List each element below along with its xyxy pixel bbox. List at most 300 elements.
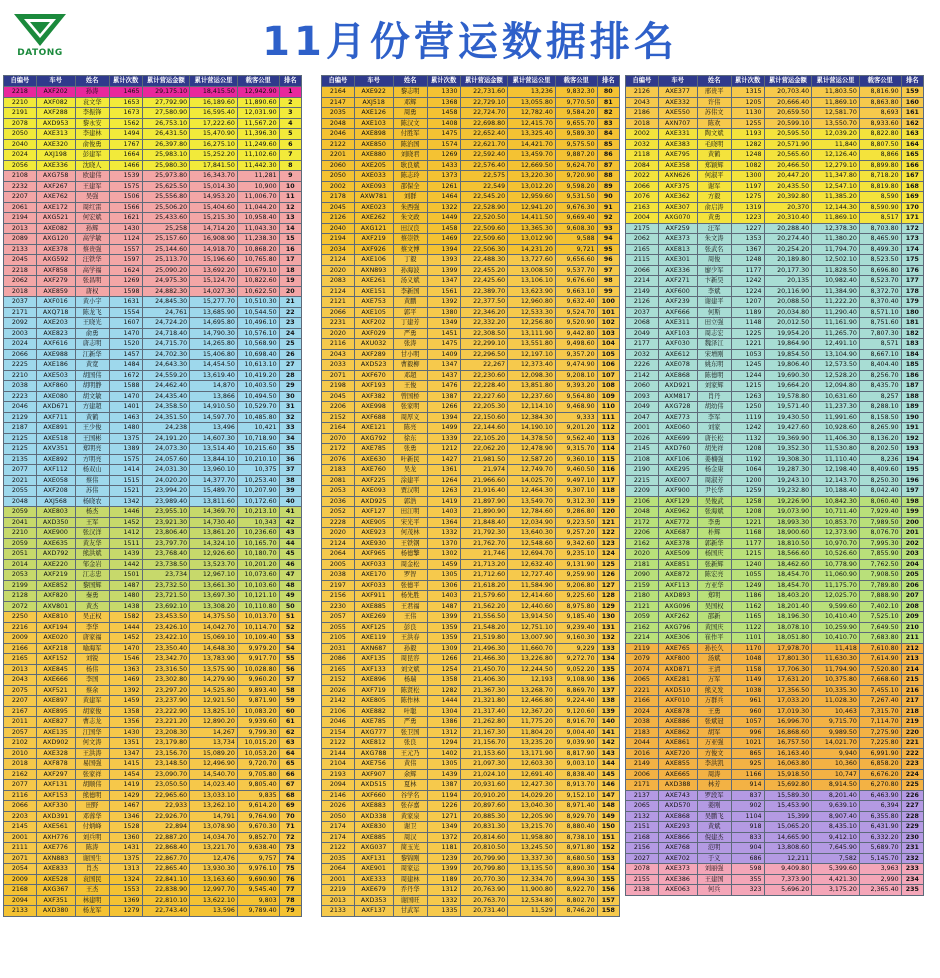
table-row [322,108,620,119]
table-cell: 13,007.90 [508,633,556,644]
table-cell: 2168 [626,832,659,843]
table-cell: 孙辉 [75,223,109,234]
table-cell: 10,544.50 [237,307,279,318]
table-cell: AXE561 [36,822,75,833]
table-cell: 135 [597,664,619,675]
table-cell: 8,929.70 [555,811,597,822]
table-cell: AXE702 [658,853,697,864]
table-cell: 9,721 [555,244,597,255]
table-cell: 13,549.70 [508,496,556,507]
table-cell: AXE813 [658,244,697,255]
table-cell: 21,466.30 [460,654,508,665]
table-cell: AXE805 [354,696,393,707]
table-cell: AXE509 [658,549,697,560]
table-cell: AXF800 [658,654,697,665]
table-cell: 2066 [4,801,37,812]
table-cell: 8,409.60 [859,465,901,476]
table-cell: 2226 [626,360,659,371]
table-cell: AXE377 [658,87,697,98]
table-row [626,717,924,728]
table-cell: 9,531.50 [555,192,597,203]
table-cell: 胡家俊 [75,706,109,717]
table-cell: 朱文涛 [697,234,731,245]
table-cell: 江志忠 [75,570,109,581]
table-cell: 2210 [4,370,37,381]
table-cell: 刘晓君 [393,150,427,161]
table-cell: 13,808.60 [764,843,812,854]
table-cell: 3,175.20 [812,885,860,896]
table-cell: 2045 [4,255,37,266]
table-cell: 64 [279,748,301,759]
table-cell: 7,762.50 [859,559,901,570]
table-cell: 2035 [322,853,355,864]
table-cell: 1082 [731,160,764,171]
table-cell: AXG070 [658,213,697,224]
table-cell: AXE823 [36,328,75,339]
table-cell: 13,111.90 [508,328,556,339]
table-cell: 161 [901,108,923,119]
table-row [322,160,620,171]
table-cell: 17,019.30 [764,706,812,717]
table-cell: 22,729.10 [460,97,508,108]
table-cell: 熊义发 [697,685,731,696]
table-cell: 1332 [427,528,460,539]
table-cell: 323 [731,885,764,896]
table-cell: 8,042.40 [859,486,901,497]
table-cell: 110 [597,402,619,413]
table-cell: 11,396.30 [237,129,279,140]
table-cell: 2089 [4,234,37,245]
table-cell: AXG592 [36,255,75,266]
table-cell: AXF878 [36,759,75,770]
table-row [322,507,620,518]
table-cell: 2149 [626,759,659,770]
table-cell: 23 [279,318,301,329]
table-cell: 133 [597,643,619,654]
table-cell: 姜刚 [697,801,731,812]
table-cell: 万军 [697,675,731,686]
table-cell: 2232 [4,181,37,192]
table-row [322,601,620,612]
table-cell: 22,296.50 [460,349,508,360]
table-cell: AXE023 [354,202,393,213]
table-cell: 1566 [109,202,142,213]
table-cell: 146 [597,780,619,791]
table-cell: 14,411.50 [508,213,556,224]
table-cell: AXE885 [354,832,393,843]
table-cell: 21,762.70 [460,538,508,549]
table-row [322,118,620,129]
table-cell: 199 [901,507,923,518]
table-cell: 蔡文博 [393,244,427,255]
table-cell: 1353 [731,234,764,245]
table-cell: 王清 [697,664,731,675]
table-cell: 14,454.50 [190,360,238,371]
table-cell: 132 [597,633,619,644]
table-cell: 蔡余 [75,685,109,696]
table-cell: 7,888.90 [859,591,901,602]
table-cell: AXF600 [658,286,697,297]
table-cell: AXD515 [354,780,393,791]
table-row [4,339,302,350]
table-cell: 1386 [427,717,460,728]
table-cell: 21,548.20 [460,622,508,633]
table-cell: AXE020 [36,633,75,644]
table-cell: AXE383 [658,139,697,150]
table-cell: 108 [597,381,619,392]
table-cell: 黄鹤 [75,412,109,423]
table-cell: 12,367.20 [508,706,556,717]
table-cell: 151 [597,832,619,843]
column-header: 累计营运金额 [460,76,508,87]
table-cell: 20,666.40 [764,97,812,108]
table-cell: 92 [597,213,619,224]
table-cell: 1399 [427,864,460,875]
table-cell: 8,256.70 [859,370,901,381]
table-cell: 欧建伟 [75,171,109,182]
table-row [322,559,620,570]
table-cell: 崔作平 [697,633,731,644]
table-cell: 2092 [4,318,37,329]
table-row [626,276,924,287]
table-cell: 12,632.40 [508,559,556,570]
table-cell: 163 [901,129,923,140]
table-cell: 1248 [731,150,764,161]
table-cell: 8,158.50 [859,412,901,423]
table-cell: 10,083.20 [237,706,279,717]
table-cell: 1221 [731,517,764,528]
table-cell: 1403 [427,591,460,602]
table-cell: 2165 [4,654,37,665]
table-cell: 22,520.50 [460,213,508,224]
table-cell: 2064 [322,864,355,875]
table-cell: AXE898 [354,129,393,140]
column-header: 姓名 [697,76,731,87]
table-cell: 187 [901,381,923,392]
table-cell: 21,966.60 [460,475,508,486]
table-cell: 1438 [109,601,142,612]
table-cell: AXE281 [658,675,697,686]
table-cell: 19,690.30 [764,370,812,381]
table-row [322,171,620,182]
table-cell: AXE833 [36,864,75,875]
table-cell: 29 [279,381,301,392]
table-row [4,654,302,665]
table-cell: 7,908.50 [859,570,901,581]
table-cell: 2044 [626,738,659,749]
table-cell: 89 [597,181,619,192]
table-cell: 13,459.70 [508,150,556,161]
table-cell: 2201 [322,150,355,161]
table-cell: 13,325.40 [508,129,556,140]
table-cell: 13,235.20 [508,738,556,749]
table-cell: 21,746 [460,549,508,560]
table-cell: 2126 [322,213,355,224]
table-cell: AXD902 [36,738,75,749]
table-cell: 58 [279,685,301,696]
table-cell: AXE262 [354,213,393,224]
table-cell: 10,747 [812,769,860,780]
table-cell: 沈晓人 [75,160,109,171]
table-cell: AXG758 [36,171,75,182]
table-cell: AXF219 [36,570,75,581]
table-cell: 甘武军 [393,906,427,917]
table-cell: 2059 [4,507,37,518]
table-cell: 12,533.30 [508,307,556,318]
table-cell: AXE080 [36,391,75,402]
table-cell: 胡国伟 [75,370,109,381]
table-cell: AXD570 [658,801,697,812]
table-cell: 2111 [4,843,37,854]
table-cell: 2005 [322,559,355,570]
table-cell: 19,854.50 [764,349,812,360]
column-header: 累计营运金额 [142,76,190,87]
table-cell: 2020 [322,328,355,339]
table-cell: AXD893 [658,591,697,602]
table-cell: 12,751.10 [508,622,556,633]
table-cell: 方明亮 [75,454,109,465]
table-cell: 2193 [322,769,355,780]
table-cell: 14,648.30 [190,643,238,654]
table-cell: 2194 [322,234,355,245]
table-cell: 47 [279,570,301,581]
table-cell: 谢国生 [75,853,109,864]
table-cell: 1248 [731,255,764,266]
table-cell: 16,163.40 [764,748,812,759]
table-cell: 8,914.50 [812,780,860,791]
table-cell: 曹毅柳 [393,360,427,371]
table-cell: 22,346.20 [460,307,508,318]
table-cell: 刘丽强 [697,864,731,875]
table-cell: 2041 [4,517,37,528]
table-cell: 7,525.10 [859,612,901,623]
table-cell: 1369 [109,895,142,906]
table-cell: 9,669.40 [555,213,597,224]
table-cell: 20,885.30 [460,811,508,822]
table-cell: 2051 [4,549,37,560]
table-cell: 2146 [322,790,355,801]
table-row [626,381,924,392]
table-cell: AXF153 [36,790,75,801]
table-cell: 10,207.90 [237,486,279,497]
table-cell: AXF033 [354,580,393,591]
table-cell: 11,900.80 [508,885,556,896]
table-cell: 8,435.10 [812,822,860,833]
table-cell: 13,033.10 [190,790,238,801]
table-cell: 159 [901,87,923,98]
table-cell: 9,599.60 [812,601,860,612]
table-cell: 182 [901,328,923,339]
table-row [626,213,924,224]
table-cell: 7,520.80 [859,664,901,675]
table-cell: 于义 [697,853,731,864]
table-cell: AXE795 [658,150,697,161]
table-row [4,360,302,371]
table-cell: 刘文斌 [393,664,427,675]
table-cell: 2043 [626,97,659,108]
table-cell: 孙长久 [697,643,731,654]
table-cell: 8,590 [859,192,901,203]
table-cell: 方亚华 [697,580,731,591]
table-cell: 1402 [427,748,460,759]
table-cell: 68 [279,790,301,801]
table-row [4,696,302,707]
table-cell: 13,866 [190,391,238,402]
table-row [4,265,302,276]
table-cell: AXE186 [36,360,75,371]
table-cell: 233 [901,864,923,875]
table-cell: 袁文华 [75,97,109,108]
table-cell: 12,959.60 [508,192,556,203]
table-cell: 95 [597,244,619,255]
table-cell: 9,537.70 [555,265,597,276]
column-header: 车号 [354,76,393,87]
table-cell: 229 [901,822,923,833]
table-row [4,255,302,266]
table-cell: AXF106 [658,454,697,465]
table-cell: 7,225.80 [859,738,901,749]
table-cell: 11,175.70 [812,580,860,591]
table-cell: AXF193 [354,381,393,392]
table-cell: 陶文斌 [697,129,731,140]
table-row [626,223,924,234]
table-cell: 黄小宇 [75,297,109,308]
table-cell: 9,333 [555,412,597,423]
table-cell: 21,713.20 [460,559,508,570]
table-cell: 2046 [322,717,355,728]
table-cell: 19,352.30 [764,444,812,455]
table-cell: AXE320 [36,139,75,150]
table-cell: AXE378 [658,538,697,549]
table-cell: 1399 [427,265,460,276]
table-cell: AXE905 [354,517,393,528]
table-cell: 9,357.20 [555,349,597,360]
table-cell: AXE307 [658,202,697,213]
table-cell: 25,090.20 [142,265,190,276]
table-cell: 10,165.70 [237,538,279,549]
table-cell: 22,267 [460,360,508,371]
table-cell: 125 [597,559,619,570]
table-cell: 170 [901,202,923,213]
table-cell: 13 [279,213,301,224]
table-cell: 10,613.10 [237,360,279,371]
table-cell: AXE765 [658,643,697,654]
table-cell: 9,286.80 [555,507,597,518]
table-cell: 2052 [322,507,355,518]
table-cell: 1101 [731,633,764,644]
table-cell: AXE665 [658,769,697,780]
table-cell: 8,404.40 [859,360,901,371]
table-cell: 28 [279,370,301,381]
table-cell: 1624 [109,265,142,276]
table-cell: 朱文政 [393,213,427,224]
table-cell: AXE830 [354,822,393,833]
table-cell: 10,718.90 [237,433,279,444]
table-cell: 127 [597,580,619,591]
table-cell: 11,828.50 [812,265,860,276]
table-cell: 1554 [109,307,142,318]
table-cell: 26 [279,349,301,360]
table-cell: 18,078.10 [764,622,812,633]
table-cell: 2210 [4,528,37,539]
table-cell: 19,369.90 [764,433,812,444]
table-cell: 79 [279,906,301,917]
table-cell: AXE362 [658,192,697,203]
table-cell: 1309 [427,643,460,654]
table-cell: 罗智 [393,570,427,581]
table-cell: 21,792.30 [460,528,508,539]
table-cell: 6,332.20 [859,832,901,843]
table-cell: 李新国 [393,286,427,297]
table-row [4,664,302,675]
table-cell: 1322 [427,202,460,213]
table-cell: 13,055.80 [508,97,556,108]
table-cell: 20,814.60 [460,832,508,843]
table-cell: 13,012.20 [508,181,556,192]
table-cell: 21,712.60 [460,570,508,581]
table-cell: 11,102.60 [237,150,279,161]
table-cell: AXF219 [354,234,393,245]
table-cell: 21,156.70 [460,738,508,749]
table-cell: AXN687 [354,643,393,654]
table-cell: 1375 [109,853,142,864]
table-cell: 2006 [626,769,659,780]
table-row [322,87,620,98]
table-cell: AXF133 [354,664,393,675]
table-cell: 9,152.10 [555,790,597,801]
table-cell: 11,529 [508,906,556,917]
table-cell: 13,514.40 [190,444,238,455]
table-row [322,832,620,843]
table-cell: 2 [279,97,301,108]
table-cell: 8,863.80 [859,97,901,108]
table-row [626,580,924,591]
table-cell: 2056 [4,160,37,171]
table-cell: 1266 [427,402,460,413]
table-cell: 1064 [731,465,764,476]
table-cell: AXF016 [36,297,75,308]
table-cell: 2,990 [859,874,901,885]
table-cell: 陈亮 [393,423,427,434]
table-cell: 2186 [626,108,659,119]
table-cell: AXJ198 [36,150,75,161]
table-cell: 24,238 [142,423,190,434]
table-cell: 胡幼伟 [697,402,731,413]
table-cell: 秦勇 [75,591,109,602]
table-cell: 12,941.20 [508,202,556,213]
table-cell: 1057 [731,717,764,728]
table-cell: 黎锦刚 [393,853,427,864]
table-cell: 唐权 [75,286,109,297]
table-cell: AXV801 [36,601,75,612]
table-cell: 1672 [109,370,142,381]
table-row [322,454,620,465]
table-cell: 2079 [626,654,659,665]
table-cell: 1305 [427,759,460,770]
table-cell: 201 [901,528,923,539]
table-cell: 2138 [626,885,659,896]
table-row [626,202,924,213]
table-cell: 25,144.60 [142,244,190,255]
table-cell: 24,057.60 [142,454,190,465]
table-cell: AXE901 [354,864,393,875]
table-cell: 9,235.10 [555,549,597,560]
table-cell: 2219 [322,885,355,896]
table-cell: 2093 [626,391,659,402]
table-cell: 13,661.30 [190,580,238,591]
table-cell: 8,370.40 [859,297,901,308]
table-cell: 20,177.30 [764,265,812,276]
